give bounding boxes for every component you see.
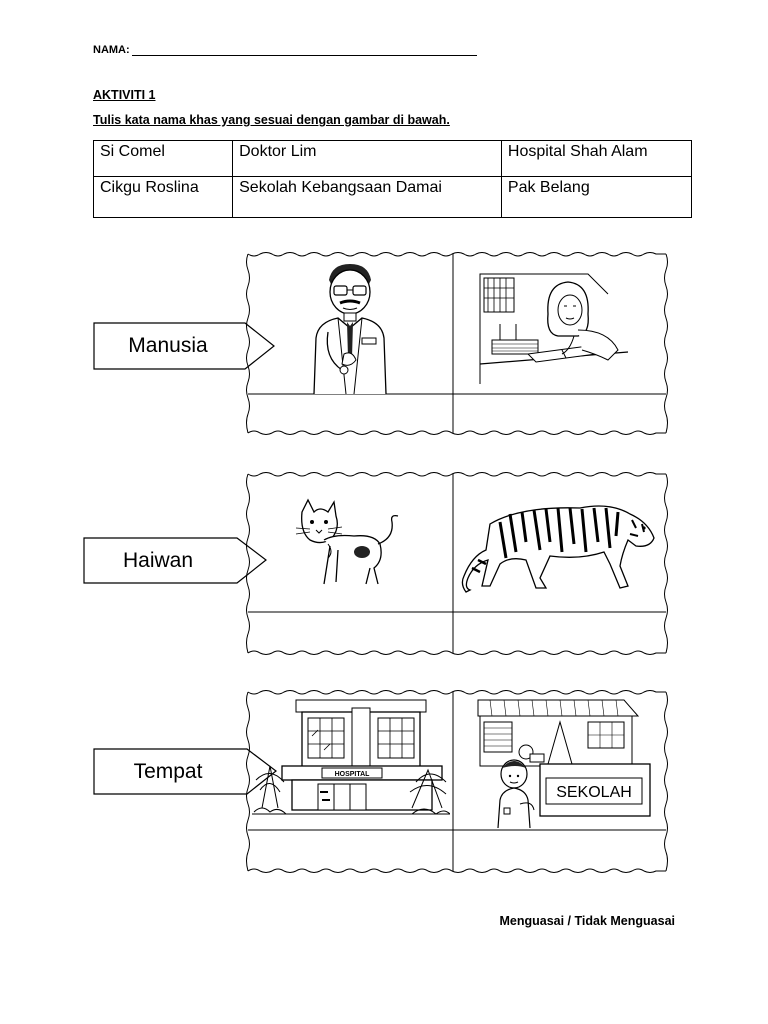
category-label: Manusia: [128, 334, 208, 357]
word-bank-cell: Sekolah Kebangsaan Damai: [233, 177, 502, 218]
school-sign-text: SEKOLAH: [556, 784, 632, 801]
school-picture: [460, 694, 664, 828]
activity-title: AKTIVITI 1: [93, 88, 156, 102]
word-bank-cell: Doktor Lim: [233, 141, 502, 177]
assessment-label: Menguasai / Tidak Menguasai: [499, 914, 675, 928]
doctor-picture: [294, 258, 404, 394]
table-row: [94, 141, 692, 177]
name-input-line[interactable]: [132, 45, 477, 56]
picture-card-tempat: [246, 690, 668, 874]
word-bank-cell: Cikgu Roslina: [94, 177, 233, 218]
name-field: [93, 44, 477, 56]
category-haiwan: [83, 537, 267, 584]
hospital-sign-text: HOSPITAL: [334, 771, 370, 778]
word-bank-cell: Pak Belang: [501, 177, 691, 218]
word-bank-cell: Si Comel: [94, 141, 233, 177]
cat-picture: [294, 498, 404, 588]
word-bank-table: [93, 140, 692, 218]
tiger-picture: [460, 494, 660, 594]
hospital-picture: [252, 696, 450, 828]
picture-card-manusia: [246, 252, 668, 436]
table-row: [94, 177, 692, 218]
picture-card-haiwan: [246, 472, 668, 656]
activity-instruction: Tulis kata nama khas yang sesuai dengan gambar di bawah.: [93, 113, 450, 127]
word-bank-cell: Hospital Shah Alam: [501, 141, 691, 177]
teacher-picture: [478, 264, 638, 392]
name-label: NAMA:: [93, 44, 130, 56]
category-label: Tempat: [133, 759, 203, 783]
category-label: Haiwan: [122, 548, 194, 572]
